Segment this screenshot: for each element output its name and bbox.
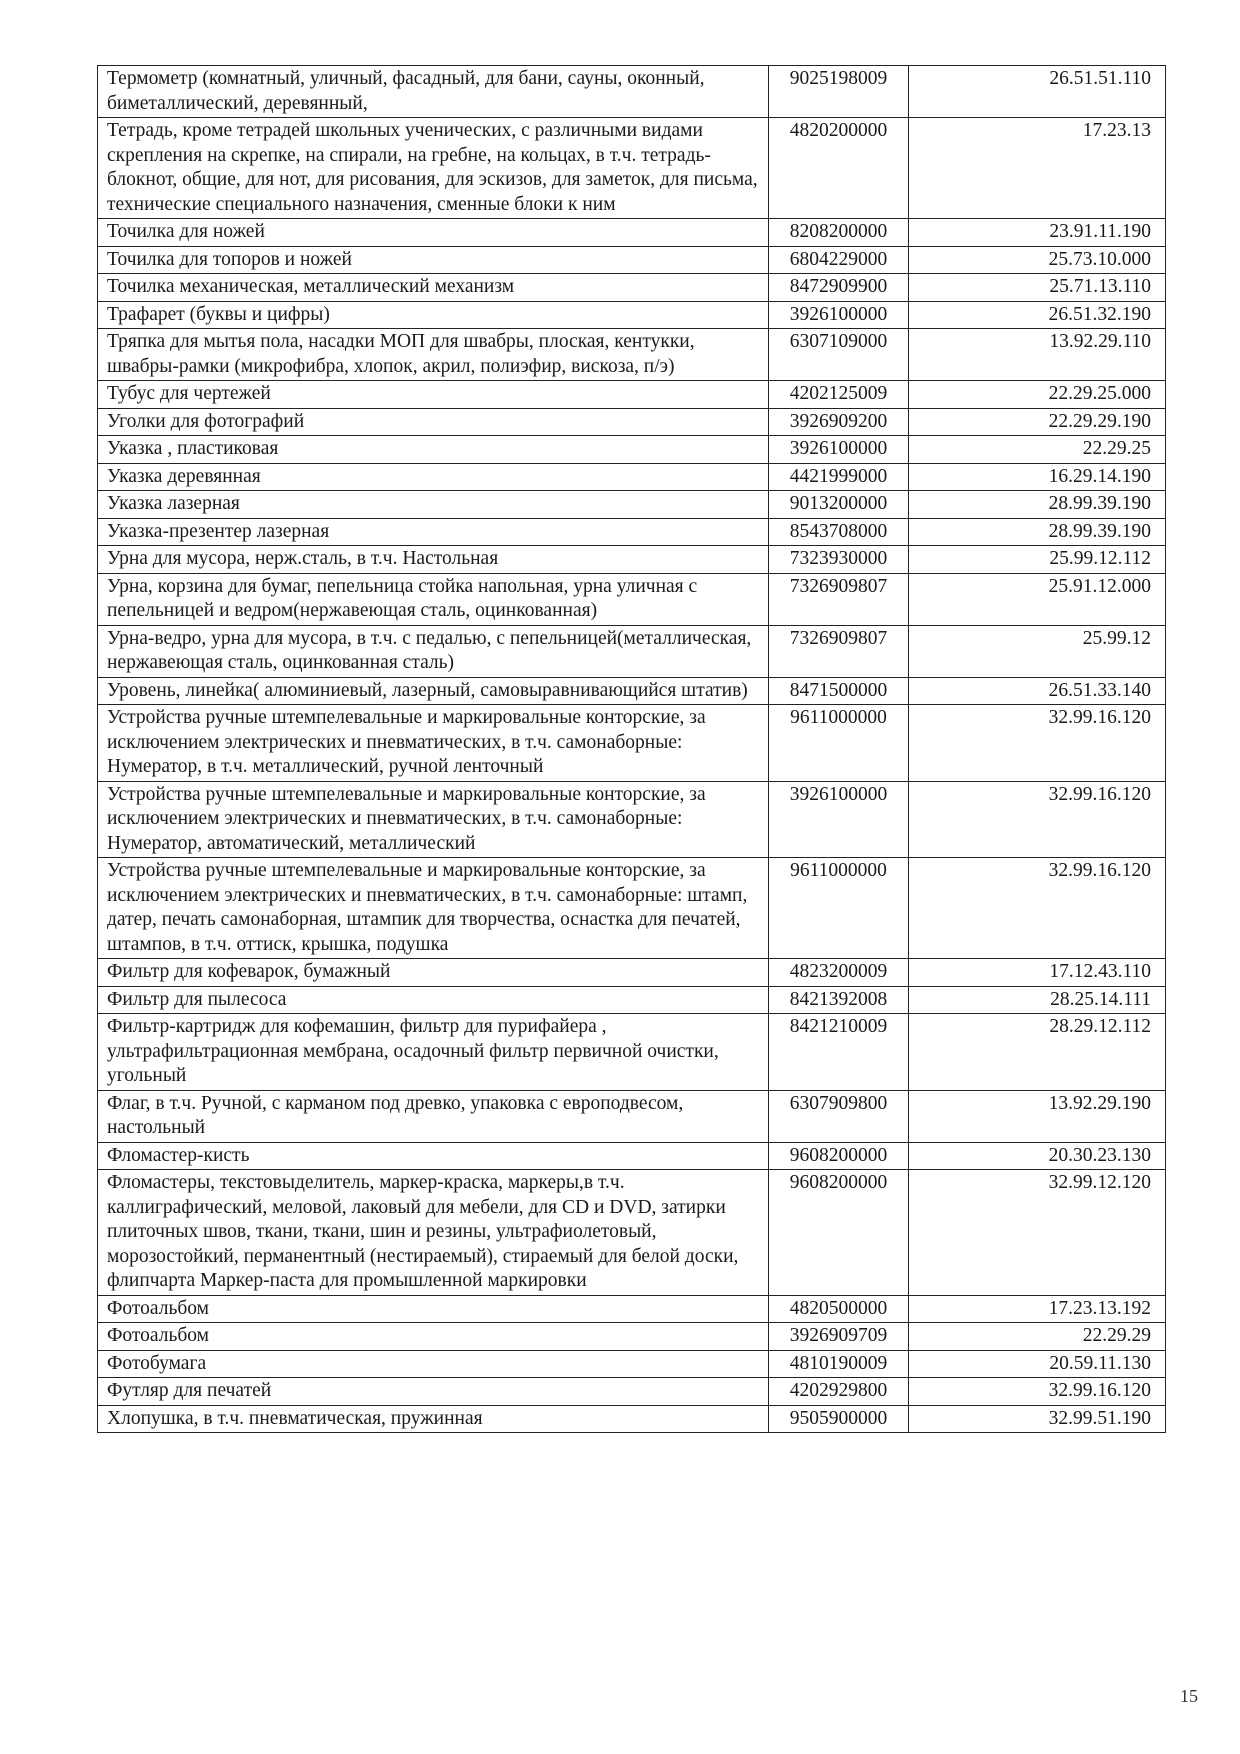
- product-name-cell: Точилка для топоров и ножей: [98, 246, 769, 274]
- product-name-cell: Уровень, линейка( алюминиевый, лазерный, самовыравнивающийся штатив): [98, 677, 769, 705]
- table-row: [98, 518, 1166, 546]
- product-name-cell: Фотобумага: [98, 1350, 769, 1378]
- product-name-cell: Указка деревянная: [98, 463, 769, 491]
- table-row: [98, 329, 1166, 381]
- table-row: [98, 546, 1166, 574]
- okpd-code-cell: 26.51.33.140: [909, 677, 1166, 705]
- product-name-cell: Устройства ручные штемпелевальные и маркировальные конторские, за исключением электрических и пневматических, в т.ч. самонаборные: Нумератор, в т.ч. металлический, ручной ленточный: [98, 705, 769, 782]
- product-name-cell: Указка , пластиковая: [98, 436, 769, 464]
- product-name-cell: Урна для мусора, нерж.сталь, в т.ч. Настольная: [98, 546, 769, 574]
- okpd-code-cell: 22.29.25: [909, 436, 1166, 464]
- okpd-code-cell: 13.92.29.110: [909, 329, 1166, 381]
- table-row: [98, 573, 1166, 625]
- tnved-code-cell: 8471500000: [769, 677, 909, 705]
- page-number: 15: [1180, 1686, 1198, 1706]
- table-row: [98, 246, 1166, 274]
- table-row: [98, 1170, 1166, 1296]
- tnved-code-cell: 9611000000: [769, 705, 909, 782]
- product-name-cell: Хлопушка, в т.ч. пневматическая, пружинная: [98, 1405, 769, 1433]
- table-row: [98, 66, 1166, 118]
- okpd-code-cell: 25.99.12: [909, 625, 1166, 677]
- table-row: [98, 1295, 1166, 1323]
- tnved-code-cell: 9025198009: [769, 66, 909, 118]
- tnved-code-cell: 9608200000: [769, 1170, 909, 1296]
- product-name-cell: Точилка для ножей: [98, 219, 769, 247]
- product-name-cell: Фильтр для кофеварок, бумажный: [98, 959, 769, 987]
- product-name-cell: Футляр для печатей: [98, 1378, 769, 1406]
- tnved-code-cell: 3926100000: [769, 781, 909, 858]
- product-name-cell: Тубус для чертежей: [98, 381, 769, 409]
- table-row: [98, 491, 1166, 519]
- product-name-cell: Точилка механическая, металлический механизм: [98, 274, 769, 302]
- product-name-cell: Трафарет (буквы и цифры): [98, 301, 769, 329]
- tnved-code-cell: 3926100000: [769, 436, 909, 464]
- tnved-code-cell: 6307909800: [769, 1090, 909, 1142]
- table-body: [98, 66, 1166, 1433]
- tnved-code-cell: 4810190009: [769, 1350, 909, 1378]
- okpd-code-cell: 20.59.11.130: [909, 1350, 1166, 1378]
- tnved-code-cell: 4820500000: [769, 1295, 909, 1323]
- table-row: [98, 1378, 1166, 1406]
- table-row: [98, 436, 1166, 464]
- table-row: [98, 381, 1166, 409]
- product-name-cell: Термометр (комнатный, уличный, фасадный, для бани, сауны, оконный, биметаллический, деревянный,: [98, 66, 769, 118]
- table-row: [98, 959, 1166, 987]
- table-row: [98, 986, 1166, 1014]
- table-row: [98, 781, 1166, 858]
- product-name-cell: Уголки для фотографий: [98, 408, 769, 436]
- table-row: [98, 1014, 1166, 1091]
- okpd-code-cell: 26.51.32.190: [909, 301, 1166, 329]
- tnved-code-cell: 4202929800: [769, 1378, 909, 1406]
- product-name-cell: Тряпка для мытья пола, насадки МОП для швабры, плоская, кентукки, швабры-рамки (микрофибра, хлопок, акрил, полиэфир, вискоза, п/э): [98, 329, 769, 381]
- table-row: [98, 858, 1166, 959]
- tnved-code-cell: 4820200000: [769, 118, 909, 219]
- tnved-code-cell: 7326909807: [769, 625, 909, 677]
- table-row: [98, 705, 1166, 782]
- okpd-code-cell: 28.99.39.190: [909, 491, 1166, 519]
- product-name-cell: Урна, корзина для бумаг, пепельница стойка напольная, урна уличная с пепельницей и ведром(нержавеющая сталь, оцинкованная): [98, 573, 769, 625]
- okpd-code-cell: 22.29.29.190: [909, 408, 1166, 436]
- tnved-code-cell: 3926100000: [769, 301, 909, 329]
- okpd-code-cell: 13.92.29.190: [909, 1090, 1166, 1142]
- okpd-code-cell: 17.12.43.110: [909, 959, 1166, 987]
- okpd-code-cell: 20.30.23.130: [909, 1142, 1166, 1170]
- product-name-cell: Фотоальбом: [98, 1323, 769, 1351]
- okpd-code-cell: 28.99.39.190: [909, 518, 1166, 546]
- table-row: [98, 219, 1166, 247]
- okpd-code-cell: 32.99.16.120: [909, 781, 1166, 858]
- table-row: [98, 1323, 1166, 1351]
- table-row: [98, 1350, 1166, 1378]
- product-name-cell: Фломастеры, текстовыделитель, маркер-краска, маркеры,в т.ч. каллиграфический, меловой, лаковый для мебели, для CD и DVD, затирки плиточных швов, ткани, ткани, шин и резины, ультрафиолетовый, морозостойкий, перманентный (нестираемый), стираемый для белой доски, флипчарта Маркер-паста для промышленной маркировки: [98, 1170, 769, 1296]
- okpd-code-cell: 16.29.14.190: [909, 463, 1166, 491]
- tnved-code-cell: 8421392008: [769, 986, 909, 1014]
- okpd-code-cell: 22.29.25.000: [909, 381, 1166, 409]
- okpd-code-cell: 25.71.13.110: [909, 274, 1166, 302]
- table-row: [98, 625, 1166, 677]
- tnved-code-cell: 4823200009: [769, 959, 909, 987]
- product-name-cell: Устройства ручные штемпелевальные и маркировальные конторские, за исключением электрических и пневматических, в т.ч. самонаборные: Нумератор, автоматический, металлический: [98, 781, 769, 858]
- tnved-code-cell: 3926909709: [769, 1323, 909, 1351]
- okpd-code-cell: 17.23.13: [909, 118, 1166, 219]
- okpd-code-cell: 32.99.16.120: [909, 705, 1166, 782]
- product-name-cell: Урна-ведро, урна для мусора, в т.ч. с педалью, с пепельницей(металлическая, нержавеющая сталь, оцинкованная сталь): [98, 625, 769, 677]
- product-name-cell: Фильтр-картридж для кофемашин, фильтр для пурифайера , ультрафильтрационная мембрана, осадочный фильтр первичной очистки, угольный: [98, 1014, 769, 1091]
- table-row: [98, 301, 1166, 329]
- goods-classification-table: [97, 65, 1166, 1433]
- tnved-code-cell: 4421999000: [769, 463, 909, 491]
- okpd-code-cell: 25.73.10.000: [909, 246, 1166, 274]
- okpd-code-cell: 32.99.16.120: [909, 1378, 1166, 1406]
- tnved-code-cell: 8472909900: [769, 274, 909, 302]
- okpd-code-cell: 17.23.13.192: [909, 1295, 1166, 1323]
- table-row: [98, 463, 1166, 491]
- tnved-code-cell: 9505900000: [769, 1405, 909, 1433]
- tnved-code-cell: 6804229000: [769, 246, 909, 274]
- product-name-cell: Тетрадь, кроме тетрадей школьных ученических, с различными видами скрепления на скрепке, на спирали, на гребне, на кольцах, в т.ч. тетрадь-блокнот, общие, для нот, для рисования, для эскизов, для заметок, для письма, технические специального назначения, сменные блоки к ним: [98, 118, 769, 219]
- product-name-cell: Фотоальбом: [98, 1295, 769, 1323]
- okpd-code-cell: 22.29.29: [909, 1323, 1166, 1351]
- table-row: [98, 274, 1166, 302]
- okpd-code-cell: 32.99.12.120: [909, 1170, 1166, 1296]
- okpd-code-cell: 32.99.16.120: [909, 858, 1166, 959]
- table-row: [98, 1090, 1166, 1142]
- table-row: [98, 1142, 1166, 1170]
- tnved-code-cell: 9013200000: [769, 491, 909, 519]
- okpd-code-cell: 25.91.12.000: [909, 573, 1166, 625]
- tnved-code-cell: 9608200000: [769, 1142, 909, 1170]
- table-row: [98, 408, 1166, 436]
- okpd-code-cell: 32.99.51.190: [909, 1405, 1166, 1433]
- okpd-code-cell: 26.51.51.110: [909, 66, 1166, 118]
- tnved-code-cell: 9611000000: [769, 858, 909, 959]
- okpd-code-cell: 28.29.12.112: [909, 1014, 1166, 1091]
- tnved-code-cell: 6307109000: [769, 329, 909, 381]
- tnved-code-cell: 4202125009: [769, 381, 909, 409]
- tnved-code-cell: 7323930000: [769, 546, 909, 574]
- tnved-code-cell: 7326909807: [769, 573, 909, 625]
- product-name-cell: Указка-презентер лазерная: [98, 518, 769, 546]
- table-row: [98, 1405, 1166, 1433]
- table-row: [98, 677, 1166, 705]
- tnved-code-cell: 8421210009: [769, 1014, 909, 1091]
- tnved-code-cell: 3926909200: [769, 408, 909, 436]
- table-row: [98, 118, 1166, 219]
- tnved-code-cell: 8208200000: [769, 219, 909, 247]
- okpd-code-cell: 23.91.11.190: [909, 219, 1166, 247]
- tnved-code-cell: 8543708000: [769, 518, 909, 546]
- product-name-cell: Флаг, в т.ч. Ручной, с карманом под древко, упаковка с европодвесом, настольный: [98, 1090, 769, 1142]
- product-name-cell: Фломастер-кисть: [98, 1142, 769, 1170]
- okpd-code-cell: 25.99.12.112: [909, 546, 1166, 574]
- product-name-cell: Фильтр для пылесоса: [98, 986, 769, 1014]
- okpd-code-cell: 28.25.14.111: [909, 986, 1166, 1014]
- product-name-cell: Указка лазерная: [98, 491, 769, 519]
- product-name-cell: Устройства ручные штемпелевальные и маркировальные конторские, за исключением электрических и пневматических, в т.ч. самонаборные: штамп, датер, печать самонаборная, штампик для творчества, оснастка для печатей, штампов, в т.ч. оттиск, крышка, подушка: [98, 858, 769, 959]
